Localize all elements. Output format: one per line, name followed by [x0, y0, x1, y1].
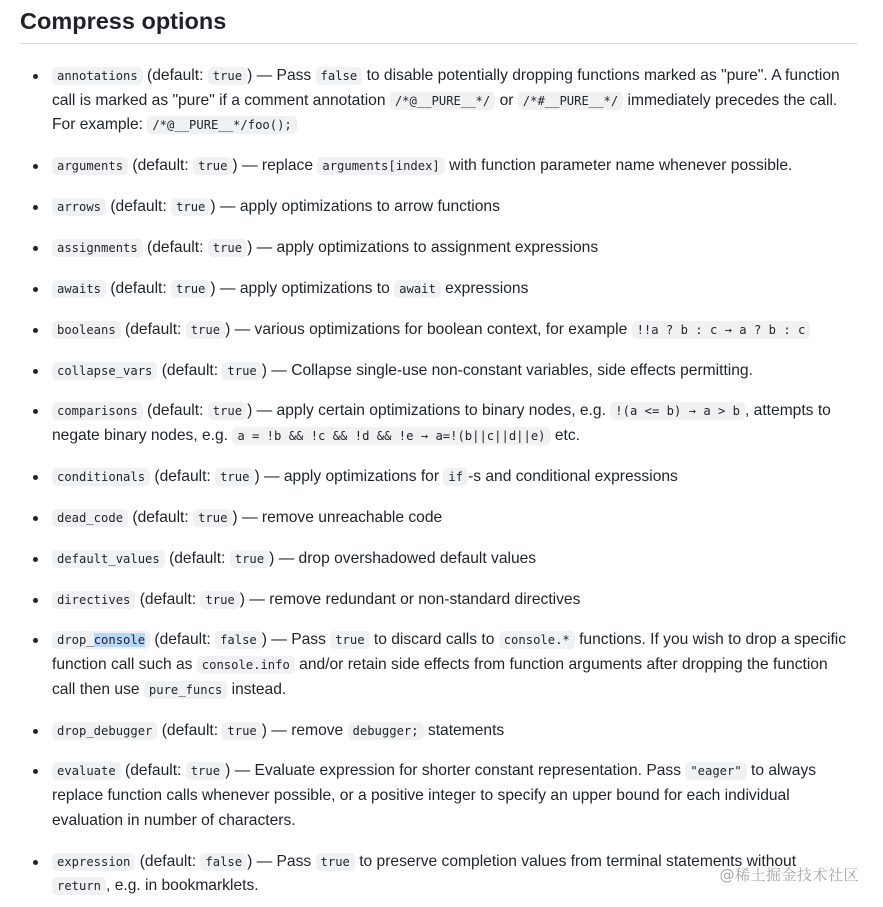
bullet: [33, 74, 38, 79]
option-name: arguments: [52, 157, 128, 175]
option-booleans: booleans (default: true ) — various optimizations for boolean context, for example !!a ? b : c → a ? b : c: [20, 318, 852, 343]
bullet: [33, 769, 38, 774]
bullet: [33, 475, 38, 480]
default-value: true: [171, 198, 210, 216]
inline-code: a = !b && !c && !d && !e → a=!(b||c||d||e): [232, 427, 550, 445]
option-awaits: awaits (default: true ) — apply optimizations to await expressions: [20, 277, 852, 302]
option-name: comparisons: [52, 402, 143, 420]
inline-code: !(a <= b) → a > b: [610, 402, 745, 420]
inline-code: "eager": [685, 762, 746, 780]
option-assignments: assignments (default: true ) — apply optimizations to assignment expressions: [20, 236, 852, 261]
bullet: [33, 557, 38, 562]
option-name: expression: [52, 853, 135, 871]
bullet: [33, 729, 38, 734]
bullet: [33, 246, 38, 251]
option-name: conditionals: [52, 468, 150, 486]
option-comparisons: comparisons (default: true ) — apply certain optimizations to binary nodes, e.g. !(a <= b) → a > b , attempts to negate binary nodes, e.g. a = !b && !c && !d && !e → a=!(b||c||d||e) etc.: [20, 399, 852, 448]
default-value: true: [186, 762, 225, 780]
inline-code: /*@__PURE__*/foo();: [147, 116, 296, 134]
option-name: drop_console: [52, 631, 150, 649]
option-name: awaits: [52, 280, 106, 298]
default-value: true: [171, 280, 210, 298]
inline-code: /*@__PURE__*/: [390, 92, 495, 110]
inline-code: if: [443, 468, 468, 486]
default-value: true: [215, 468, 254, 486]
option-arrows: arrows (default: true ) — apply optimizations to arrow functions: [20, 195, 852, 220]
inline-code: debugger;: [348, 722, 424, 740]
option-name: collapse_vars: [52, 362, 157, 380]
default-value: true: [208, 239, 247, 257]
bullet: [33, 638, 38, 643]
option-evaluate: evaluate (default: true ) — Evaluate expression for shorter constant representation. Pass "eager" to always replace function calls whenever possible, or a positive integer to specify an upper bound for each individual evaluation in number of characters.: [20, 759, 852, 833]
watermark: @稀土掘金技术社区: [719, 866, 859, 884]
text-selection: console: [93, 633, 146, 648]
option-directives: directives (default: true ) — remove redundant or non-standard directives: [20, 588, 852, 613]
bullet: [33, 409, 38, 414]
default-value: true: [222, 722, 261, 740]
inline-code: pure_funcs: [144, 681, 227, 699]
option-annotations: annotations (default: true ) — Pass false to disable potentially dropping functions marked as "pure". A function call is marked as "pure" if a comment annotation /*@__PURE__*/ or /*#__PURE__*/ immediately precedes the call. For example: /*@__PURE__*/foo();: [20, 64, 852, 138]
option-name: evaluate: [52, 762, 121, 780]
bullet: [33, 287, 38, 292]
option-default-values: default_values (default: true ) — drop overshadowed default values: [20, 547, 852, 572]
option-collapse-vars: collapse_vars (default: true ) — Collapse single-use non-constant variables, side effects permitting.: [20, 359, 852, 384]
option-name: booleans: [52, 321, 121, 339]
option-drop-console: drop_console (default: false ) — Pass true to discard calls to console.* functions. If you wish to drop a specific function call such as console.info and/or retain side effects from function arguments after dropping the function call then use pure_funcs instead.: [20, 628, 852, 702]
default-value: true: [193, 509, 232, 527]
default-value: false: [200, 853, 247, 871]
default-value: true: [208, 402, 247, 420]
option-name: default_values: [52, 550, 165, 568]
default-value: true: [193, 157, 232, 175]
options-list: [20, 64, 858, 899]
option-dead-code: dead_code (default: true ) — remove unreachable code: [20, 506, 852, 531]
bullet: [33, 205, 38, 210]
option-name: arrows: [52, 198, 106, 216]
default-value: true: [230, 550, 269, 568]
inline-code: await: [394, 280, 441, 298]
inline-code: true: [316, 853, 355, 871]
bullet: [33, 328, 38, 333]
option-name: directives: [52, 591, 135, 609]
inline-code: arguments[index]: [317, 157, 444, 175]
default-value: true: [208, 67, 247, 85]
option-name: assignments: [52, 239, 143, 257]
inline-code: console.info: [197, 656, 295, 674]
section-heading: Compress options: [20, 0, 858, 44]
bullet: [33, 860, 38, 865]
option-arguments: arguments (default: true ) — replace arguments[index] with function parameter name whenever possible.: [20, 154, 852, 179]
inline-code: /*#__PURE__*/: [518, 92, 623, 110]
inline-code: !!a ? b : c → a ? b : c: [632, 321, 811, 339]
default-value: true: [222, 362, 261, 380]
compress-options-section: [20, 0, 858, 895]
option-drop-debugger: drop_debugger (default: true ) — remove debugger; statements: [20, 719, 852, 744]
bullet: [33, 164, 38, 169]
option-name: drop_debugger: [52, 722, 157, 740]
default-value: true: [200, 591, 239, 609]
option-conditionals: conditionals (default: true ) — apply optimizations for if -s and conditional expressions: [20, 465, 852, 490]
option-expression: expression (default: false ) — Pass true to preserve completion values from terminal statements without return , e.g. in bookmarklets.: [20, 850, 852, 899]
option-name: dead_code: [52, 509, 128, 527]
option-name: annotations: [52, 67, 143, 85]
inline-code: true: [330, 631, 369, 649]
bullet: [33, 598, 38, 603]
inline-code: console.*: [499, 631, 575, 649]
bullet: [33, 369, 38, 374]
inline-code: false: [316, 67, 363, 85]
inline-code: return: [52, 877, 106, 895]
default-value: false: [215, 631, 262, 649]
default-value: true: [186, 321, 225, 339]
bullet: [33, 516, 38, 521]
